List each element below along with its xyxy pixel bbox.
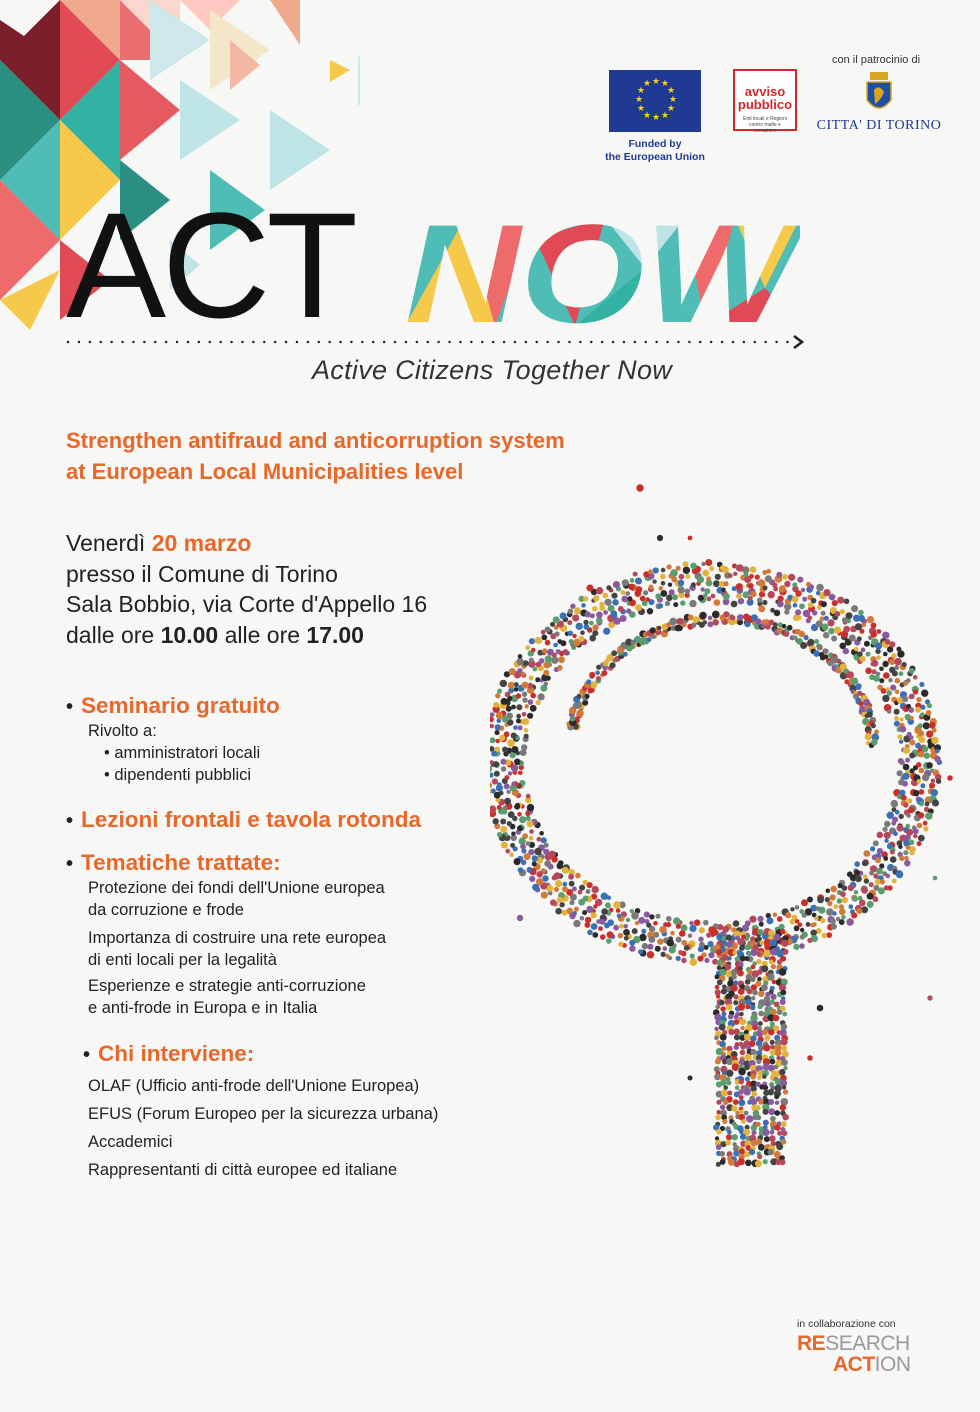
torino-crest-icon	[864, 70, 894, 116]
citta-di-torino-label: CITTA' DI TORINO	[816, 118, 942, 133]
speaker-item: Accademici	[88, 1133, 173, 1151]
lessons-title: • Lezioni frontali e tavola rotonda	[66, 807, 422, 832]
headline: Strengthen antifraud and anticorruption system at European Local Municipalities level	[66, 428, 565, 484]
speakers-title: • Chi interviene:	[83, 1041, 255, 1066]
speakers-list	[88, 1072, 438, 1184]
topics-title: • Tematiche trattate:	[66, 850, 281, 875]
seminar-item: • dipendenti pubblici	[104, 766, 252, 784]
research-action-logo-line2: ACTION	[833, 1353, 911, 1376]
event-place-2: Sala Bobbio, via Corte d'Appello 16	[66, 591, 428, 617]
title-act: ACT	[66, 181, 354, 349]
svg-text:★: ★	[652, 77, 661, 87]
topic-item: Importanza di costruire una rete europea di enti locali per la legalità	[88, 929, 387, 969]
svg-text:★: ★	[667, 104, 676, 114]
speaker-item: EFUS (Forum Europeo per la sicurezza urbana)	[88, 1105, 439, 1123]
eu-flag-icon	[609, 70, 701, 132]
subtitle: Active Citizens Together Now	[312, 355, 673, 385]
svg-text:★: ★	[669, 95, 678, 105]
event-place-1: presso il Comune di Torino	[66, 560, 338, 587]
svg-text:★: ★	[635, 95, 644, 105]
seminar-audience: Rivolto a: • amministratori locali • dipendenti pubblici	[88, 722, 261, 784]
svg-text:★: ★	[667, 86, 676, 96]
eu-caption: Funded by the European Union	[605, 138, 705, 163]
research-action-logo-line1: RESEARCH	[797, 1332, 910, 1355]
event-details	[66, 528, 427, 650]
seminar-item: • amministratori locali	[104, 744, 261, 762]
svg-text:★: ★	[652, 113, 661, 123]
topic-item: Esperienze e strategie anti-corruzione e anti-frode in Europa e in Italia	[88, 977, 366, 1017]
seminar-title: • Seminario gratuito	[66, 693, 280, 718]
svg-text:★: ★	[637, 104, 646, 114]
svg-text:★: ★	[661, 79, 670, 89]
speaker-item: Rappresentanti di città europee ed italiane	[88, 1161, 398, 1179]
speaker-item: OLAF (Ufficio anti-frode dell'Unione Europea)	[88, 1077, 420, 1095]
event-date-line: Venerdì 20 marzo	[66, 530, 252, 556]
title-now	[405, 218, 800, 326]
topic-item: Protezione dei fondi dell'Unione europea da corruzione e frode	[88, 879, 385, 919]
event-time-line: dalle ore 10.00 alle ore 17.00	[66, 621, 364, 648]
svg-text:★: ★	[643, 79, 652, 89]
crowd-magnifying-glass-image	[490, 478, 980, 1178]
svg-text:★: ★	[643, 111, 652, 121]
dotted-arrow-divider	[66, 334, 810, 350]
svg-text:★: ★	[661, 111, 670, 121]
svg-text:★: ★	[637, 86, 646, 96]
collaboration-label: in collaborazione con	[797, 1318, 896, 1330]
avviso-pubblico-logo: avviso pubblico Enti locali e Regioni contro mafie e corruzione	[733, 69, 797, 131]
patrocinio-label: con il patrocinio di	[831, 54, 921, 66]
